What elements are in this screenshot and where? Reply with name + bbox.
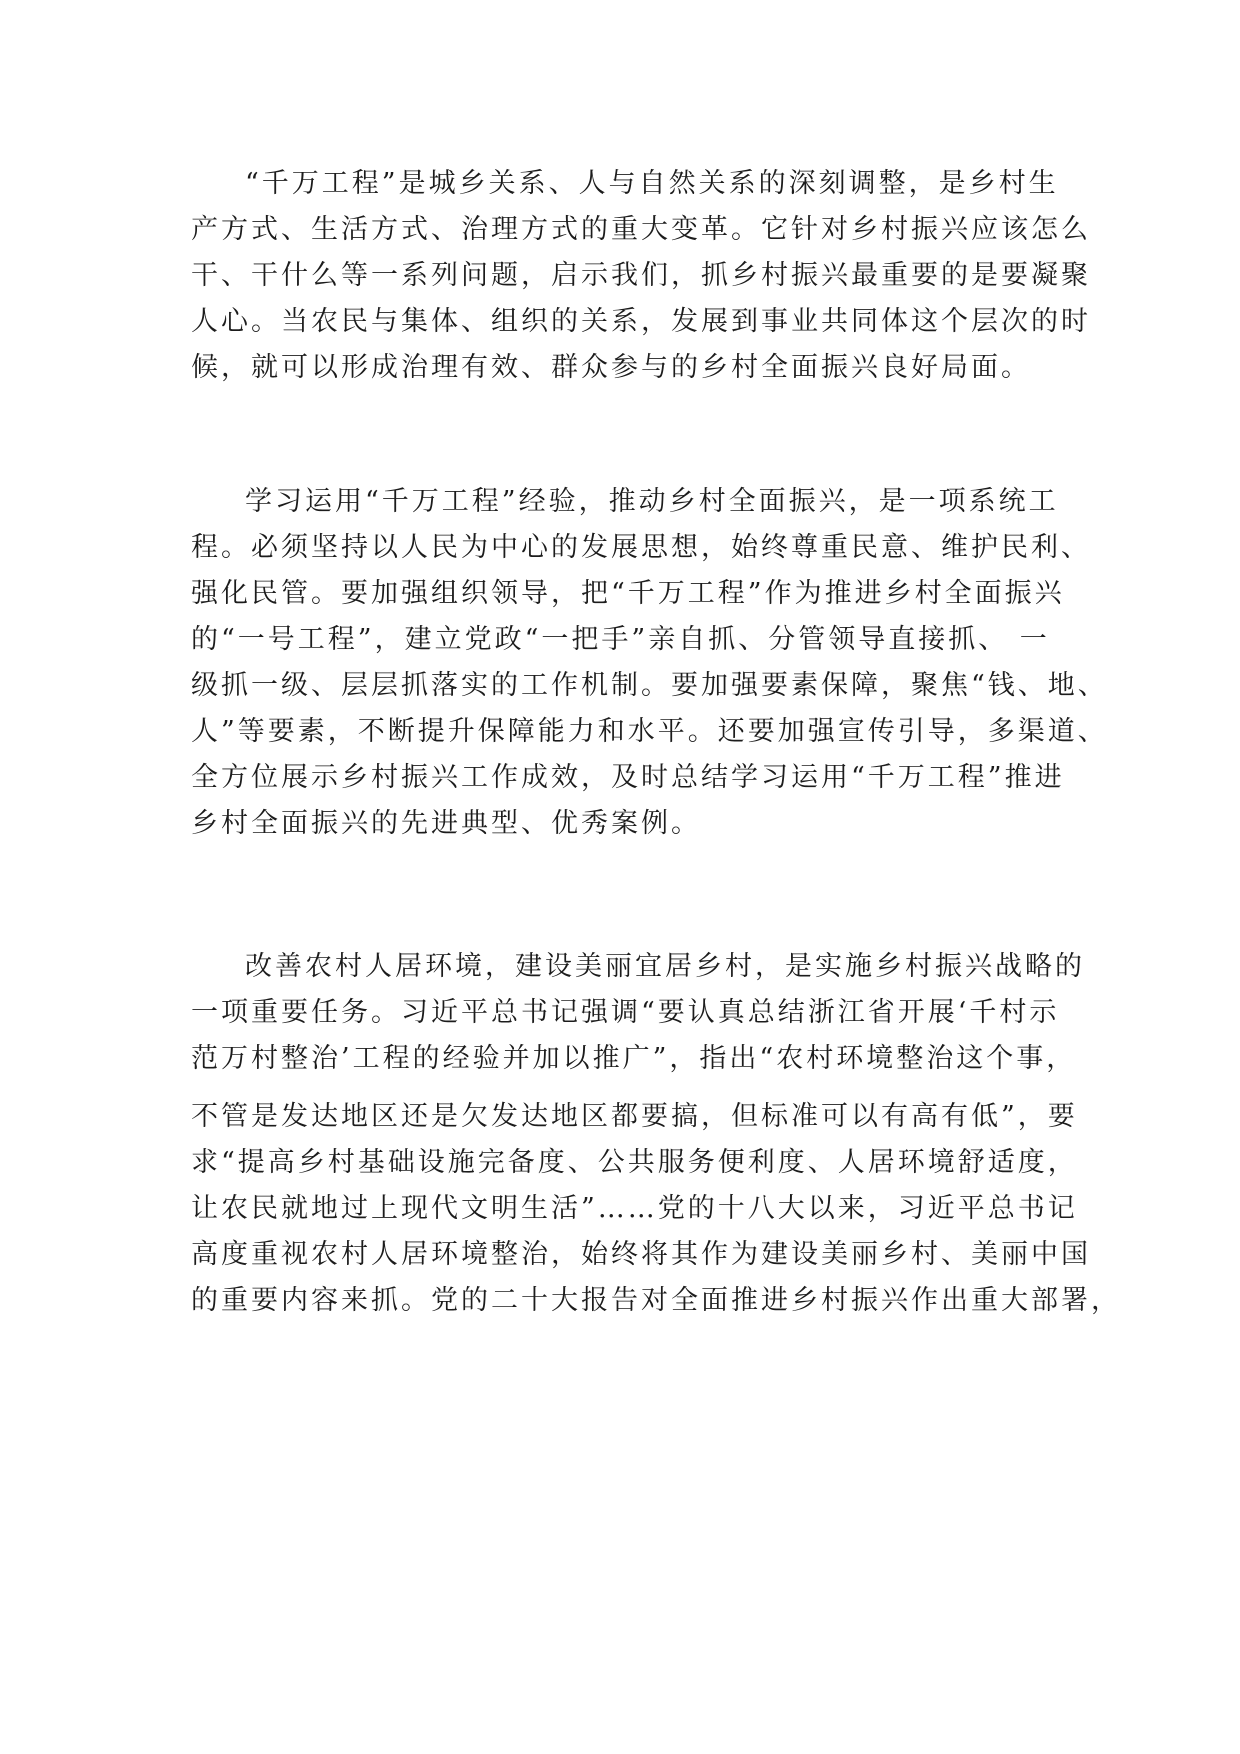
paragraph-line: 范万村整治’工程的经验并加以推广”，指出“农村环境整治这个事，	[191, 1043, 1077, 1074]
paragraph-line: 求“提高乡村基础设施完备度、公共服务便利度、人居环境舒适度，	[191, 1147, 1078, 1178]
paragraph-line: 人”等要素，不断提升保障能力和水平。还要加强宣传引导，多渠道、	[191, 716, 1108, 747]
paragraph-2	[191, 479, 1108, 847]
paragraph-line: 强化民管。要加强组织领导，把“千万工程”作为推进乡村全面振兴	[191, 578, 1065, 609]
paragraph-line: 产方式、生活方式、治理方式的重大变革。它针对乡村振兴应该怎么	[191, 214, 1091, 245]
paragraph-line: 改善农村人居环境，建设美丽宜居乡村，是实施乡村振兴战略的	[245, 951, 1085, 982]
paragraph-line: 学习运用“千万工程”经验，推动乡村全面振兴，是一项系统工	[245, 486, 1059, 517]
paragraph-line: 一项重要任务。习近平总书记强调“要认真总结浙江省开展‘千村示	[191, 997, 1060, 1028]
paragraph-line: 人心。当农民与集体、组织的关系，发展到事业共同体这个层次的时	[191, 306, 1091, 337]
paragraph-line: 的“一号工程”，建立党政“一把手”亲自抓、分管领导直接抓、 一	[191, 624, 1050, 655]
paragraph-line: 级抓一级、层层抓落实的工作机制。要加强要素保障，聚焦“钱、地、	[191, 670, 1108, 701]
paragraph-line: 全方位展示乡村振兴工作成效，及时总结学习运用“千万工程”推进	[191, 762, 1065, 793]
paragraph-line: 干、干什么等一系列问题，启示我们，抓乡村振兴最重要的是要凝聚	[191, 260, 1091, 291]
paragraph-line: 高度重视农村人居环境整治，始终将其作为建设美丽乡村、美丽中国	[191, 1239, 1091, 1270]
paragraph-line: 让农民就地过上现代文明生活”……党的十八大以来，习近平总书记	[191, 1193, 1078, 1224]
paragraph-line: 乡村全面振兴的先进典型、优秀案例。	[191, 808, 701, 839]
paragraph-line: 不管是发达地区还是欠发达地区都要搞，但标准可以有高有低”，要	[191, 1101, 1078, 1132]
paragraph-line: “千万工程”是城乡关系、人与自然关系的深刻调整，是乡村生	[245, 168, 1059, 199]
paragraph-line: 的重要内容来抓。党的二十大报告对全面推进乡村振兴作出重大部署，	[191, 1285, 1121, 1316]
paragraph-3	[191, 944, 1121, 1324]
paragraph-line: 候，就可以形成治理有效、群众参与的乡村全面振兴良好局面。	[191, 352, 1031, 383]
paragraph-line: 程。必须坚持以人民为中心的发展思想，始终尊重民意、维护民利、	[191, 532, 1091, 563]
paragraph-1	[191, 161, 1091, 391]
